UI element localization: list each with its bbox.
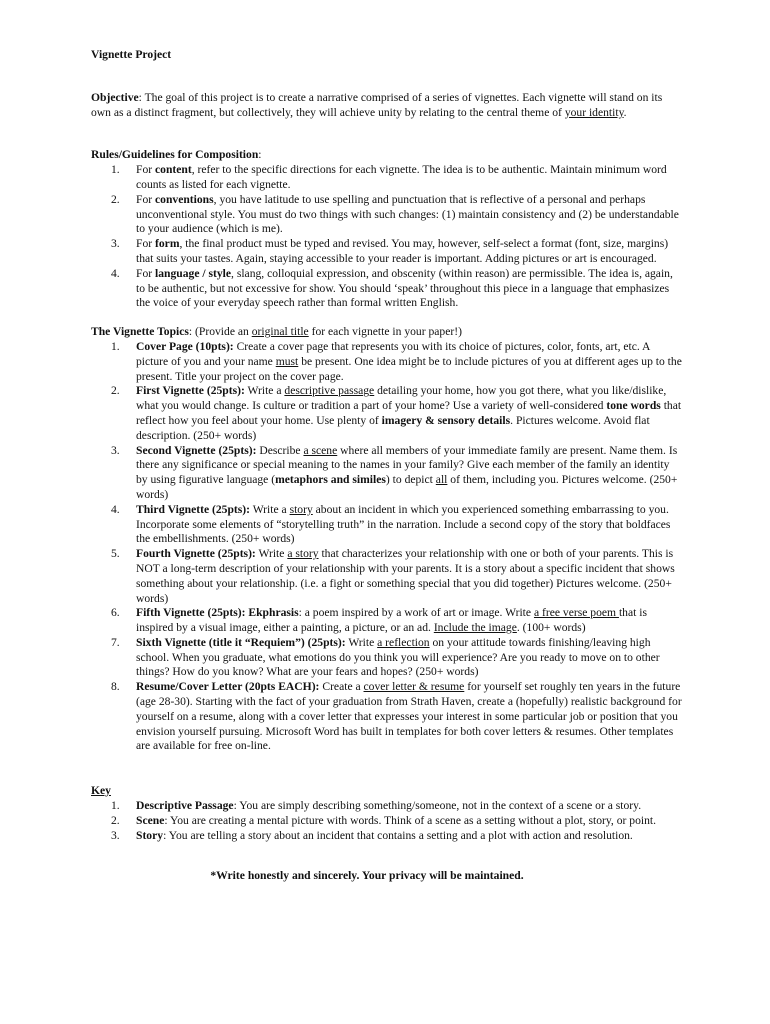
topic-item-second-vignette: [91, 444, 683, 503]
topic-label: Sixth Vignette (title it “Requiem”) (25pts):: [136, 635, 346, 649]
topic-item-cover-page: [91, 340, 683, 384]
topic-underlined: a reflection: [377, 635, 430, 649]
rules-heading: [91, 148, 683, 163]
topic-underlined: a story: [287, 547, 319, 561]
topic-text: Write: [345, 635, 378, 649]
list-number: 4.: [111, 502, 120, 516]
topics-intro: : (Provide an: [188, 325, 252, 339]
key-heading: [91, 784, 683, 799]
rule-keyword: conventions: [155, 192, 214, 206]
topic-text: on your attitude towards finishing/leaving high school. When you graduate, what emotions do you think you will experience? Are you ready to move on to other things? How do you know? What are your fears and hopes? (250+ words): [136, 635, 660, 679]
rule-text: For: [136, 192, 156, 206]
key-definition: : You are creating a mental picture with words. Think of a scene as a setting without a plot, story, or point.: [164, 813, 657, 827]
key-list: [91, 799, 683, 843]
key-item: [91, 814, 683, 829]
topic-item-fifth-vignette: [91, 606, 683, 636]
topic-underlined: Include the image: [433, 621, 517, 635]
objective-paragraph: [91, 91, 683, 121]
topic-text: : a poem inspired by a work of art or image. Write: [298, 606, 534, 620]
list-number: 4.: [111, 266, 120, 280]
topics-intro-underlined: original title: [251, 325, 309, 339]
list-number: 7.: [111, 635, 120, 649]
rules-list-item: [91, 163, 683, 193]
rule-text: , refer to the specific directions for each vignette. The idea is to be authentic. Maintain minimum word counts as listed for each vignette.: [136, 163, 667, 191]
objective-text: : The goal of this project is to create a narrative comprised of a series of vignettes. Each vignette will stand on its own as a distinct fragment, but collectively, they will achieve unity by relating to the central theme of: [91, 90, 663, 119]
topic-bold: metaphors and similes: [275, 473, 386, 487]
list-number: 2.: [111, 813, 120, 827]
topic-text: Create a: [319, 680, 364, 694]
topics-heading-text: The Vignette Topics: [91, 325, 189, 339]
topic-underlined: story: [289, 502, 313, 516]
topic-label: Third Vignette (25pts):: [136, 502, 251, 516]
rules-heading-text: Rules/Guidelines for Composition: [91, 148, 259, 162]
rules-list-item: [91, 267, 683, 311]
objective-underlined: your identity: [564, 105, 624, 119]
key-item: [91, 829, 683, 844]
key-definition: : You are simply describing something/someone, not in the context of a scene or a story.: [233, 799, 642, 813]
topics-list: [91, 340, 683, 754]
key-term: Story: [136, 828, 164, 842]
rule-text: For: [136, 237, 156, 251]
rule-keyword: content: [155, 163, 192, 177]
topic-text: that characterizes your relationship with one or both of your parents. This is NOT a long-term description of your relationship with your parents. It is a story about a specific incident that shows something about your relationship. (i.e. a fight or something special that you did together) Pictures welcome. (250+ words): [136, 547, 675, 605]
document-body: [91, 48, 683, 884]
topic-text: that reflect how you feel about your home. Use plenty of: [136, 399, 682, 427]
topic-label: Cover Page (10pts):: [136, 339, 234, 353]
topic-item-fourth-vignette: [91, 547, 683, 606]
rule-text: For: [136, 266, 156, 280]
topics-heading: [91, 325, 683, 340]
objective-label: Objective: [91, 90, 139, 104]
topic-label: Fifth Vignette (25pts): Ekphrasis: [136, 606, 299, 620]
rules-list: [91, 163, 683, 311]
topic-text: of them, including you. Pictures welcome. (250+ words): [136, 473, 678, 501]
topic-text: Write a: [250, 502, 290, 516]
topic-underlined: cover letter & resume: [363, 680, 465, 694]
list-number: 1.: [111, 799, 120, 813]
topic-item-third-vignette: [91, 503, 683, 547]
list-number: 6.: [111, 606, 120, 620]
topic-text: Write a: [244, 384, 285, 398]
key-definition: : You are telling a story about an incident that contains a setting and a plot with action and resolution.: [163, 828, 633, 842]
footer-note: *Write honestly and sincerely. Your privacy will be maintained.: [210, 869, 524, 883]
list-number: 1.: [111, 339, 120, 353]
topic-text: . Pictures welcome. Avoid flat description. (250+ words): [136, 413, 650, 442]
topic-label: Resume/Cover Letter (20pts EACH):: [136, 680, 320, 694]
topic-item-resume-cover-letter: [91, 680, 683, 754]
rule-text: , you have latitude to use spelling and punctuation that is reflective of a personal and perhaps unconventional style. You must do two things with such changes: (1) maintain consistency and (2) be understandable to your audience (which is me).: [136, 192, 679, 236]
list-number: 2.: [111, 192, 120, 206]
topic-label: Fourth Vignette (25pts):: [136, 547, 256, 561]
topic-text: about an incident in which you experienced something embarrassing to you. Incorporate some elements of “storytelling truth” in the narration. Include a second copy of the story that boldfaces the embellishments. (250+ words): [136, 502, 671, 546]
topic-text: . (100+ words): [516, 621, 586, 635]
topic-underlined: descriptive passage: [284, 384, 375, 398]
rule-keyword: language / style: [155, 266, 232, 280]
topic-text: that is inspired by a visual image, either a painting, a picture, or an ad.: [136, 606, 647, 635]
topics-intro-end: for each vignette in your paper!): [308, 325, 462, 339]
topic-text: Create a cover page that represents you with its choice of pictures, color, fonts, art, etc. A picture of you and your name: [136, 339, 650, 368]
topic-label: First Vignette (25pts):: [136, 384, 245, 398]
key-item: [91, 799, 683, 814]
topic-label: Second Vignette (25pts):: [136, 443, 257, 457]
list-number: 8.: [111, 680, 120, 694]
list-number: 3.: [111, 443, 120, 457]
key-term: Scene: [136, 813, 165, 827]
list-number: 5.: [111, 547, 120, 561]
rule-keyword: form: [155, 237, 180, 251]
list-number: 3.: [111, 237, 120, 251]
key-heading-text: Key: [91, 784, 111, 798]
rule-text: , the final product must be typed and revised. You may, however, self-select a format (font, size, margins) that suits your tastes. Again, staying accessible to your reader is important. Adding pictures or art is encouraged.: [136, 237, 669, 265]
topic-underlined: a free verse poem: [533, 606, 619, 620]
topic-text: where all members of your immediate family are present. Name them. Is there any significance or special meaning to the names in your family? Give each member of the family an identity by using figurative language (: [136, 443, 678, 487]
list-number: 3.: [111, 828, 120, 842]
rules-heading-colon: :: [258, 148, 262, 162]
topic-text: be present. One idea might be to include pictures of you at different ages up to the present. Title your project on the cover page.: [136, 354, 682, 383]
key-term: Descriptive Passage: [136, 799, 234, 813]
topic-text: Write: [255, 547, 288, 561]
rule-text: For: [136, 163, 156, 177]
objective-text-end: .: [623, 105, 627, 119]
topic-text: ) to depict: [385, 473, 436, 487]
topic-bold: imagery & sensory details: [381, 413, 511, 427]
rules-list-item: [91, 193, 683, 237]
topic-bold: tone words: [606, 399, 661, 413]
topic-item-sixth-vignette: [91, 636, 683, 680]
rules-list-item: [91, 237, 683, 267]
topic-underlined: all: [435, 473, 448, 487]
list-number: 1.: [111, 163, 120, 177]
topic-item-first-vignette: [91, 384, 683, 443]
topic-underlined: must: [275, 354, 299, 368]
rule-text: , slang, colloquial expression, and obscenity (within reason) are permissible. The idea is, again, to be authentic, but not excessive for show. You should ‘speak’ throughout this piece in a language that emphasizes the voice of your everyday speech rather than formal written English.: [136, 266, 673, 310]
topic-underlined: a scene: [303, 443, 338, 457]
topic-text: detailing your home, how you got there, what you like/dislike, what you would change. Is culture or tradition a part of your home? Use a variety of well-considered: [136, 384, 667, 413]
topic-text: Describe: [256, 443, 304, 457]
page-title: Vignette Project: [91, 48, 172, 61]
topic-text: for yourself set roughly ten years in the future (age 28-30). Starting with the fact of your graduation from Strath Haven, create a (hopefully) realistic background for yourself on a resume, along with a cover letter that expresses your interest in some particular job or position that you envision yourself pursuing. Microsoft Word has built in templates for both cover letters & resumes. Other templates are available for free on-line.: [136, 680, 682, 753]
list-number: 2.: [111, 384, 120, 398]
